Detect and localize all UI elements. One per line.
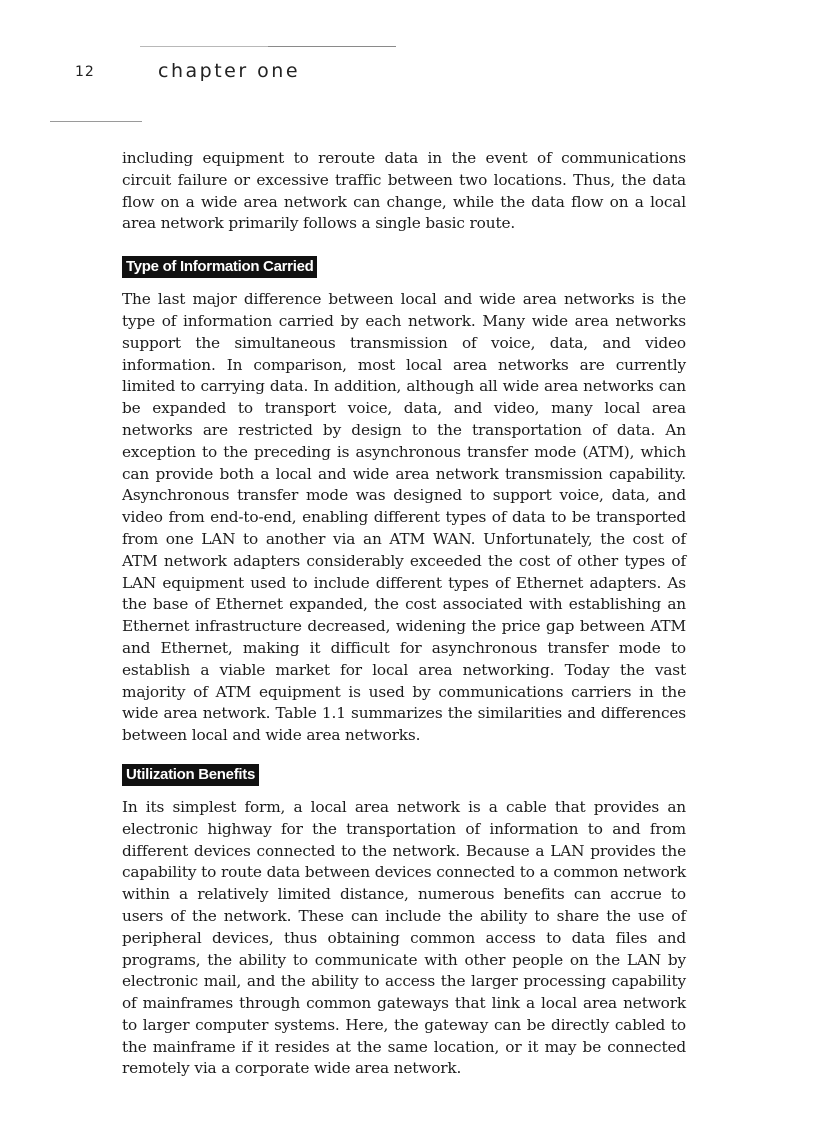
section-heading-utilization-benefits: Utilization Benefits [122,764,259,786]
section-heading-information-carried: Type of Information Carried [122,256,317,278]
paragraph-utilization-benefits: In its simplest form, a local area network is a cable that provides an electronic highway for the transportation of information to and from different devices connected to the network. Because a LAN provides the capability to route data between devices connected to a common network within a relatively limited distance, numerous benefits can accrue to users of the network. These can include the ability to share the use of peripheral devices, thus obtaining common access to data files and programs, the ability to communicate with other people on the LAN by electronic mail, and the ability to access the larger processing capability of mainframes through common gateways that link a local area network to larger computer systems. Here, the gateway can be directly cabled to the mainframe if it resides at the same location, or it may be connected remotely via a corporate wide area network. [122,797,686,1078]
header-rule [140,46,396,47]
chapter-title: chapter one [158,60,301,82]
margin-rule [50,121,142,122]
body-text [122,148,686,1080]
paragraph-continuation: including equipment to reroute data in the event of communications circuit failure or excessive traffic between two locations. Thus, the data flow on a wide area network can change, while the data flow on a local area network primarily follows a single basic route. [122,149,686,233]
paragraph-information-carried: The last major difference between local and wide area networks is the type of information carried by each network. Many wide area networks support the simultaneous transmission of voice, data, and video information. In comparison, most local area networks are currently limited to carrying data. In addition, although all wide area networks can be expanded to transport voice, data, and video, many local area networks are restricted by design to the transportation of data. An exception to the preceding is asynchronous transfer mode (ATM), which can provide both a local and wide area network transmission capability. Asynchronous transfer mode was designed to support voice, data, and video from end-to-end, enabling different types of data to be transported from one LAN to another via an ATM WAN. Unfortunately, the cost of ATM network adapters considerably exceeded the cost of other types of LAN equipment used to include different types of Ethernet adapters. As the base of Ethernet expanded, the cost associated with establishing an Ethernet infrastructure decreased, widening the price gap between ATM and Ethernet, making it difficult for asynchronous transfer mode to establish a viable market for local area networking. Today the vast majority of ATM equipment is used by communications carriers in the wide area network. Table 1.1 summarizes the similarities and differences between local and wide area networks. [122,290,686,745]
page-number: 12 [75,64,95,80]
